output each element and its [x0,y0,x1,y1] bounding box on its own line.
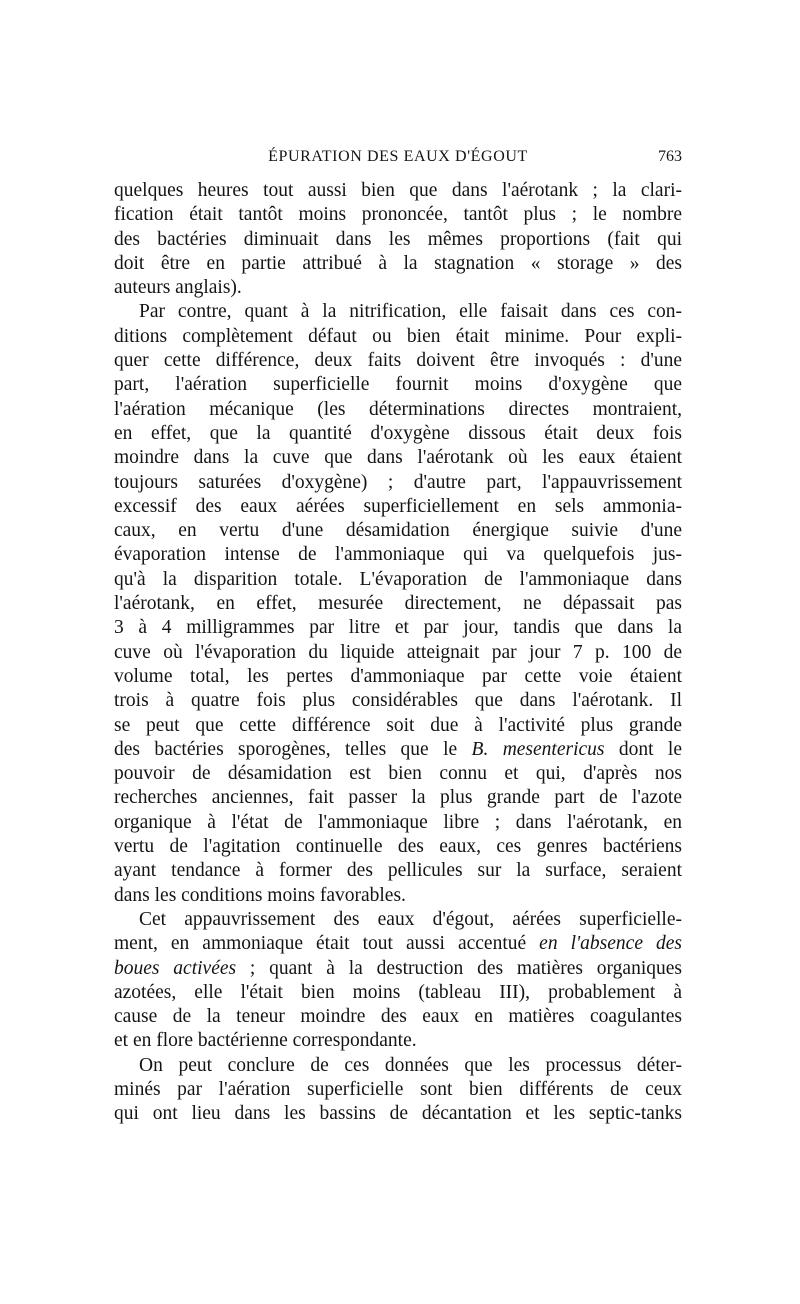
text-line: Cet appauvrissement des eaux d'égout, aérées superficielle- [139,908,682,930]
text-line: l'aération mécanique (les déterminations directes montraient, [114,398,682,420]
running-head [114,148,682,172]
text-line: qui ont lieu dans les bassins de décantation et les septic-tanks [114,1103,682,1125]
paragraph [114,179,682,300]
text-line: trois à quatre fois plus considérables que dans l'aérotank. Il [114,690,682,712]
text-line: vertu de l'agitation continuelle des eaux, ces genres bactériens [114,836,682,858]
paragraph [114,908,682,1054]
paragraph [114,300,682,907]
text-line: volume total, les pertes d'ammoniaque par cette voie étaient [114,665,682,687]
text-line: dans les conditions moins favorables. [114,884,406,906]
text-line: 3 à 4 milligrammes par litre et par jour, tandis que dans la [114,617,682,639]
text-line: qu'à la disparition totale. L'évaporation de l'ammoniaque dans [114,568,682,590]
text-line: caux, en vertu d'une désamidation énergique suivie d'une [114,520,682,542]
italic-text: B. mesentericus [471,738,605,760]
text-line: et en flore bactérienne correspondante. [114,1030,417,1052]
text-line: quelques heures tout aussi bien que dans l'aérotank ; la clari- [114,180,682,201]
text-line: toujours saturées d'oxygène) ; d'autre part, l'appauvrissement [114,471,682,493]
text-line: recherches anciennes, fait passer la plus grande part de l'azote [114,787,682,809]
text-line: azotées, elle l'était bien moins (tableau III), probablement à [114,981,682,1003]
text-line: ditions complètement défaut ou bien était minime. Pour expli- [114,325,682,347]
text-line: minés par l'aération superficielle sont bien différents de ceux [114,1078,682,1100]
text-line: cause de la teneur moindre des eaux en matières coagulantes [114,1006,682,1028]
text-line: auteurs anglais). [114,277,242,299]
page-number: 763 [658,148,682,165]
text-line: cuve où l'évaporation du liquide atteignait par jour 7 p. 100 de [114,641,682,663]
text-line: pouvoir de désamidation est bien connu et qui, d'après nos [114,763,682,785]
text-line: boues activées ; quant à la destruction des matières organiques [114,957,682,979]
text-line: On peut conclure de ces données que les processus déter- [139,1054,682,1076]
text-line: part, l'aération superficielle fournit moins d'oxygène que [114,374,682,396]
text-line: quer cette différence, deux faits doivent être invoqués : d'une [114,350,682,372]
running-title: ÉPURATION DES EAUX D'ÉGOUT [268,148,528,165]
text-line: doit être en partie attribué à la stagnation « storage » des [114,252,682,274]
text-line: ayant tendance à former des pellicules sur la surface, seraient [114,860,682,882]
text-line: ment, en ammoniaque était tout aussi accentué en l'absence des [114,933,682,955]
text-line: des bactéries sporogènes, telles que le B. mesentericus dont le [114,738,682,760]
text-line: des bactéries diminuait dans les mêmes proportions (fait qui [114,228,682,250]
text-line: se peut que cette différence soit due à l'activité plus grande [114,714,682,736]
text-line: fication était tantôt moins prononcée, tantôt plus ; le nombre [114,204,682,226]
text-line: Par contre, quant à la nitrification, elle faisait dans ces con- [139,301,682,323]
text-line: excessif des eaux aérées superficiellement en sels ammonia- [114,495,682,517]
italic-text: en l'absence des [539,933,682,955]
body-text [114,179,682,1127]
text-line: évaporation intense de l'ammoniaque qui va quelquefois jus- [114,544,682,566]
italic-text: boues activées [114,957,237,979]
paragraph [114,1054,682,1127]
text-line: en effet, que la quantité d'oxygène dissous était deux fois [114,422,682,444]
text-line: moindre dans la cuve que dans l'aérotank où les eaux étaient [114,447,682,469]
text-line: l'aérotank, en effet, mesurée directement, ne dépassait pas [114,593,682,615]
text-line: organique à l'état de l'ammoniaque libre ; dans l'aérotank, en [114,811,682,833]
